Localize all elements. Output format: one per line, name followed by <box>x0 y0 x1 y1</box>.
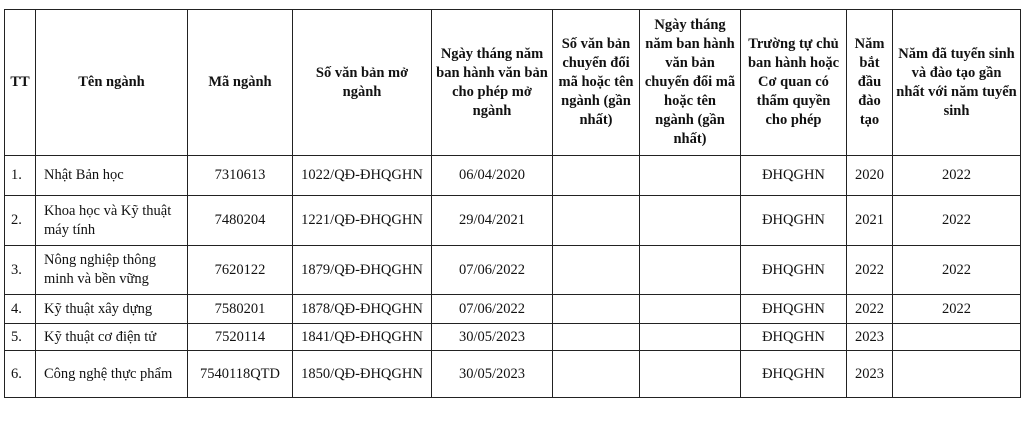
cell-co-quan: ĐHQGHN <box>741 324 847 351</box>
table-row <box>5 246 1021 295</box>
cell-tt: 3. <box>5 246 36 295</box>
cell-ten-nganh: Công nghệ thực phẩm <box>36 351 188 398</box>
cell-nam-bat-dau: 2022 <box>847 295 893 324</box>
cell-ngay-ban-hanh: 30/05/2023 <box>432 324 553 351</box>
header-ngay-ban-hanh: Ngày tháng năm ban hành văn bản cho phép mở ngành <box>432 10 553 156</box>
cell-so-chuyen-doi <box>553 324 640 351</box>
cell-nam-tuyen-sinh: 2022 <box>893 196 1021 246</box>
cell-ten-nganh: Nhật Bản học <box>36 156 188 196</box>
cell-so-chuyen-doi <box>553 351 640 398</box>
cell-so-van-ban: 1841/QĐ-ĐHQGHN <box>293 324 432 351</box>
header-nam-tuyen-sinh: Năm đã tuyển sinh và đào tạo gần nhất với năm tuyển sinh <box>893 10 1021 156</box>
cell-so-chuyen-doi <box>553 295 640 324</box>
cell-so-van-ban: 1022/QĐ-ĐHQGHN <box>293 156 432 196</box>
cell-nam-bat-dau: 2022 <box>847 246 893 295</box>
cell-nam-bat-dau: 2023 <box>847 351 893 398</box>
cell-ten-nganh: Nông nghiệp thông minh và bền vững <box>36 246 188 295</box>
cell-nam-bat-dau: 2023 <box>847 324 893 351</box>
cell-nam-tuyen-sinh: 2022 <box>893 295 1021 324</box>
cell-ma-nganh: 7310613 <box>188 156 293 196</box>
cell-ma-nganh: 7520114 <box>188 324 293 351</box>
cell-ngay-ban-hanh: 29/04/2021 <box>432 196 553 246</box>
cell-ngay-ban-hanh: 07/06/2022 <box>432 246 553 295</box>
cell-so-chuyen-doi <box>553 156 640 196</box>
cell-tt: 1. <box>5 156 36 196</box>
cell-co-quan: ĐHQGHN <box>741 196 847 246</box>
header-nam-bat-dau: Năm bắt đầu đào tạo <box>847 10 893 156</box>
cell-tt: 2. <box>5 196 36 246</box>
header-so-van-ban-chuyen-doi: Số văn bản chuyển đổi mã hoặc tên ngành (gần nhất) <box>553 10 640 156</box>
cell-tt: 5. <box>5 324 36 351</box>
cell-nam-bat-dau: 2020 <box>847 156 893 196</box>
cell-so-van-ban: 1878/QĐ-ĐHQGHN <box>293 295 432 324</box>
cell-nam-tuyen-sinh <box>893 351 1021 398</box>
cell-co-quan: ĐHQGHN <box>741 295 847 324</box>
table-row <box>5 324 1021 351</box>
cell-so-chuyen-doi <box>553 196 640 246</box>
cell-ngay-chuyen-doi <box>640 246 741 295</box>
header-ngay-chuyen-doi: Ngày tháng năm ban hành văn bản chuyển đổi mã hoặc tên ngành (gần nhất) <box>640 10 741 156</box>
cell-ngay-ban-hanh: 06/04/2020 <box>432 156 553 196</box>
cell-ma-nganh: 7620122 <box>188 246 293 295</box>
header-co-quan: Trường tự chủ ban hành hoặc Cơ quan có thẩm quyền cho phép <box>741 10 847 156</box>
programs-table <box>4 9 1021 398</box>
cell-ten-nganh: Kỹ thuật xây dựng <box>36 295 188 324</box>
cell-co-quan: ĐHQGHN <box>741 351 847 398</box>
cell-ngay-chuyen-doi <box>640 351 741 398</box>
cell-ten-nganh: Khoa học và Kỹ thuật máy tính <box>36 196 188 246</box>
cell-ma-nganh: 7540118QTD <box>188 351 293 398</box>
cell-so-chuyen-doi <box>553 246 640 295</box>
table-row <box>5 196 1021 246</box>
cell-co-quan: ĐHQGHN <box>741 246 847 295</box>
cell-nam-tuyen-sinh: 2022 <box>893 246 1021 295</box>
header-ten-nganh: Tên ngành <box>36 10 188 156</box>
cell-co-quan: ĐHQGHN <box>741 156 847 196</box>
header-row <box>5 10 1021 156</box>
header-tt: TT <box>5 10 36 156</box>
cell-so-van-ban: 1850/QĐ-ĐHQGHN <box>293 351 432 398</box>
cell-ma-nganh: 7480204 <box>188 196 293 246</box>
cell-ten-nganh: Kỹ thuật cơ điện tử <box>36 324 188 351</box>
cell-ngay-chuyen-doi <box>640 156 741 196</box>
table-row <box>5 295 1021 324</box>
cell-ngay-chuyen-doi <box>640 295 741 324</box>
cell-so-van-ban: 1221/QĐ-ĐHQGHN <box>293 196 432 246</box>
cell-ma-nganh: 7580201 <box>188 295 293 324</box>
cell-tt: 6. <box>5 351 36 398</box>
cell-ngay-ban-hanh: 07/06/2022 <box>432 295 553 324</box>
cell-tt: 4. <box>5 295 36 324</box>
cell-so-van-ban: 1879/QĐ-ĐHQGHN <box>293 246 432 295</box>
cell-ngay-chuyen-doi <box>640 324 741 351</box>
header-ma-nganh: Mã ngành <box>188 10 293 156</box>
cell-nam-tuyen-sinh <box>893 324 1021 351</box>
table-row <box>5 156 1021 196</box>
table-row <box>5 351 1021 398</box>
cell-nam-bat-dau: 2021 <box>847 196 893 246</box>
header-so-van-ban-mo: Số văn bản mở ngành <box>293 10 432 156</box>
cell-ngay-ban-hanh: 30/05/2023 <box>432 351 553 398</box>
cell-ngay-chuyen-doi <box>640 196 741 246</box>
cell-nam-tuyen-sinh: 2022 <box>893 156 1021 196</box>
